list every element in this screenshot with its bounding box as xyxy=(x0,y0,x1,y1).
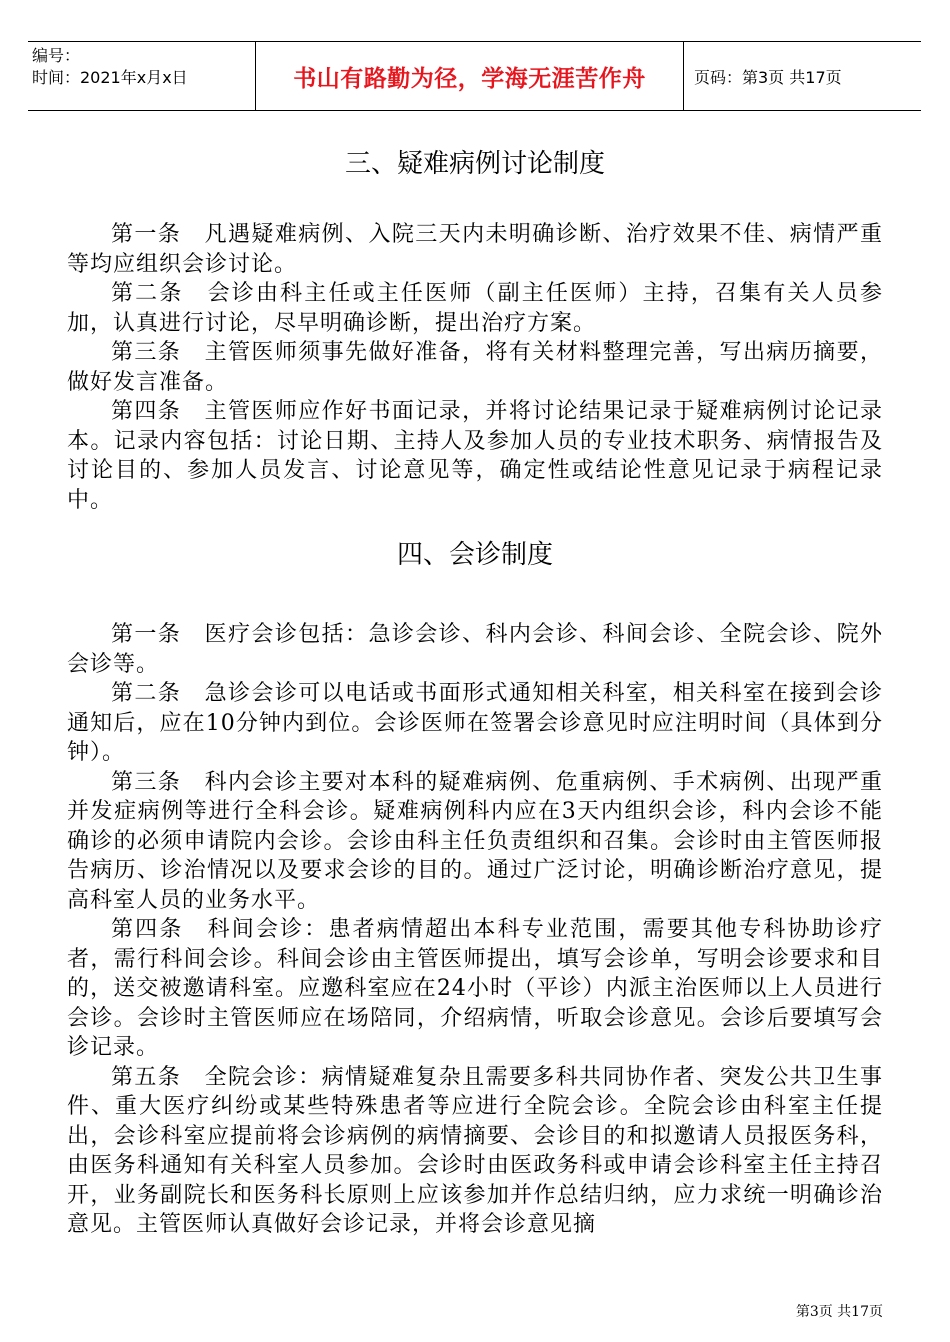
document-body xyxy=(67,138,883,1240)
document-number-label: 编号： xyxy=(32,46,81,65)
header-meta xyxy=(28,42,256,110)
article-paragraph: 第二条 急诊会诊可以电话或书面形式通知相关科室，相关科室在接到会诊通知后，应在10分钟内到位。会诊医师在签署会诊意见时应注明时间（具体到分钟）。 xyxy=(67,681,883,765)
page-header xyxy=(28,41,921,111)
article-paragraph: 第五条 全院会诊：病情疑难复杂且需要多科共同协作者、突发公共卫生事件、重大医疗纠纷或某些特殊患者等应进行全院会诊。全院会诊由科室主任提出，会诊科室应提前将会诊病例的病情摘要、会诊目的和拟邀请人员报医务科，由医务科通知有关科室人员参加。会诊时由医政务科或申请会诊科室主任主持召开，业务副院长和医务科长原则上应该参加并作总结归纳，应力求统一明确诊治意见。主管医师认真做好会诊记录，并将会诊意见摘 xyxy=(67,1064,883,1237)
article-paragraph: 第四条 科间会诊：患者病情超出本科专业范围，需要其他专科协助诊疗者，需行科间会诊。科间会诊由主管医师提出，填写会诊单，写明会诊要求和目的，送交被邀请科室。应邀科室应在24小时（平诊）内派主治医师以上人员进行会诊。会诊时主管医师应在场陪同，介绍病情，听取会诊意见。会诊后要填写会诊记录。 xyxy=(67,917,883,1060)
header-page-info: 页码：第3页 共17页 xyxy=(694,67,842,87)
document-time-label: 时间：2021年x月x日 xyxy=(32,68,188,87)
article-paragraph: 第一条 凡遇疑难病例、入院三天内未明确诊断、治疗效果不佳、病情严重等均应组织会诊讨论。 xyxy=(67,222,883,277)
header-motto: 书山有路勤为径，学海无涯苦作舟 xyxy=(256,42,684,110)
page-footer-number: 第3页 共17页 xyxy=(795,1304,883,1320)
article-paragraph: 第二条 会诊由科主任或主任医师（副主任医师）主持，召集有关人员参加，认真进行讨论，尽早明确诊断，提出治疗方案。 xyxy=(67,281,883,336)
section-title-difficult-case: 三、疑难病例讨论制度 xyxy=(344,149,605,179)
article-paragraph: 第一条 医疗会诊包括：急诊会诊、科内会诊、科间会诊、全院会诊、院外会诊等。 xyxy=(67,622,883,677)
article-paragraph: 第三条 科内会诊主要对本科的疑难病例、危重病例、手术病例、出现严重并发症病例等进行全科会诊。疑难病例科内应在3天内组织会诊，科内会诊不能确诊的必须申请院内会诊。会诊由科主任负责组织和召集。会诊时由主管医师报告病历、诊治情况以及要求会诊的目的。通过广泛讨论，明确诊断治疗意见，提高科室人员的业务水平。 xyxy=(67,769,883,913)
article-paragraph: 第四条 主管医师应作好书面记录，并将讨论结果记录于疑难病例讨论记录本。记录内容包括：讨论日期、主持人及参加人员的专业技术职务、病情报告及讨论目的、参加人员发言、讨论意见等，确定性或结论性意见记录于病程记录中。 xyxy=(67,399,883,513)
article-paragraph: 第三条 主管医师须事先做好准备，将有关材料整理完善，写出病历摘要，做好发言准备。 xyxy=(67,340,883,395)
section-title-consultation: 四、会诊制度 xyxy=(396,540,553,570)
